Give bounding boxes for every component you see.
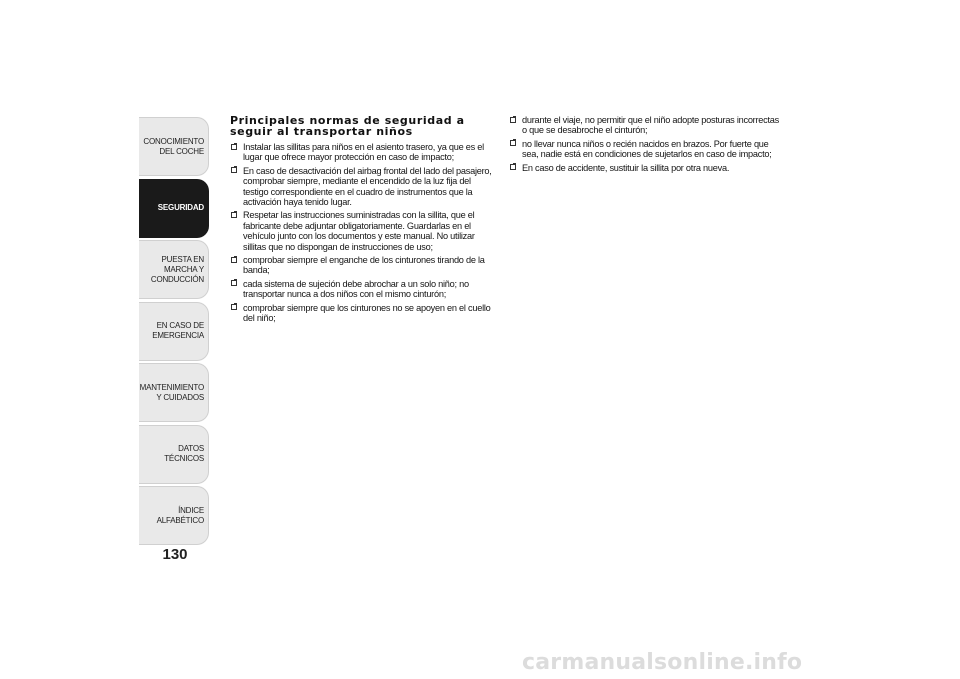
checkbox-bullet-icon: [231, 167, 237, 173]
tab-seguridad[interactable]: [139, 179, 209, 238]
tab-label: CONOCIMIENTO DEL COCHE: [143, 136, 204, 156]
list-item: no llevar nunca niños o recién nacidos en brazos. Por fuerte que sea, nadie está en condiciones de sujetarlos en caso de impacto;: [509, 139, 784, 160]
tab-mantenimiento[interactable]: [139, 363, 209, 422]
page-number: 130: [162, 546, 188, 563]
checkbox-bullet-icon: [231, 144, 237, 150]
list-item: En caso de desactivación del airbag frontal del lado del pasajero, comprobar siempre, mediante el encendido de la luz fija del testigo correspondiente en el cuadro de instrumentos que la activación haya tenido lugar.: [230, 166, 492, 208]
right-column: [509, 115, 784, 176]
checkbox-bullet-icon: [510, 164, 516, 170]
checkbox-bullet-icon: [231, 304, 237, 310]
list-item: Instalar las sillitas para niños en el asiento trasero, ya que es el lugar que ofrece mayor protección en caso de impacto;: [230, 142, 492, 163]
list-item: comprobar siempre que los cinturones no se apoyen en el cuello del niño;: [230, 303, 492, 324]
checkbox-bullet-icon: [510, 140, 516, 146]
tab-conocimiento-del-coche[interactable]: [139, 117, 209, 176]
tab-label: DATOS TÉCNICOS: [164, 444, 204, 463]
tab-indice-alfabetico[interactable]: [139, 486, 209, 545]
list-item: durante el viaje, no permitir que el niño adopte posturas incorrectas o que se desabroche el cinturón;: [509, 115, 784, 136]
watermark: carmanualsonline.info: [522, 650, 803, 675]
left-column: [230, 142, 492, 327]
tab-label: SEGURIDAD: [157, 203, 204, 212]
checkbox-bullet-icon: [510, 117, 516, 123]
tab-label: EN CASO DE EMERGENCIA: [152, 321, 204, 340]
checkbox-bullet-icon: [231, 257, 237, 263]
tab-datos-tecnicos[interactable]: [139, 425, 209, 484]
tab-en-caso-de-emergencia[interactable]: [139, 302, 209, 361]
list-item: En caso de accidente, sustituir la sillita por otra nueva.: [509, 163, 784, 173]
section-sidebar: [139, 117, 211, 548]
list-item: Respetar las instrucciones suministradas con la sillita, que el fabricante debe adjuntar obligatoriamente. Guardarlas en el vehículo junto con los documentos y este manual. No utilizar sillitas que no dispongan de instrucciones de uso;: [230, 210, 492, 252]
tab-label: PUESTA EN MARCHA Y CONDUCCIÓN: [150, 254, 204, 284]
tab-label: MANTENIMIENTO Y CUIDADOS: [139, 382, 204, 402]
checkbox-bullet-icon: [231, 212, 237, 218]
section-heading: Principales normas de seguridad a seguir al transportar niños: [230, 114, 465, 138]
checkbox-bullet-icon: [231, 280, 237, 286]
list-item: comprobar siempre el enganche de los cinturones tirando de la banda;: [230, 255, 492, 276]
list-item: cada sistema de sujeción debe abrochar a un solo niño; no transportar nunca a dos niños con el mismo cinturón;: [230, 279, 492, 300]
tab-puesta-en-marcha[interactable]: [139, 240, 209, 299]
tab-label: ÍNDICE ALFABÉTICO: [156, 505, 204, 525]
